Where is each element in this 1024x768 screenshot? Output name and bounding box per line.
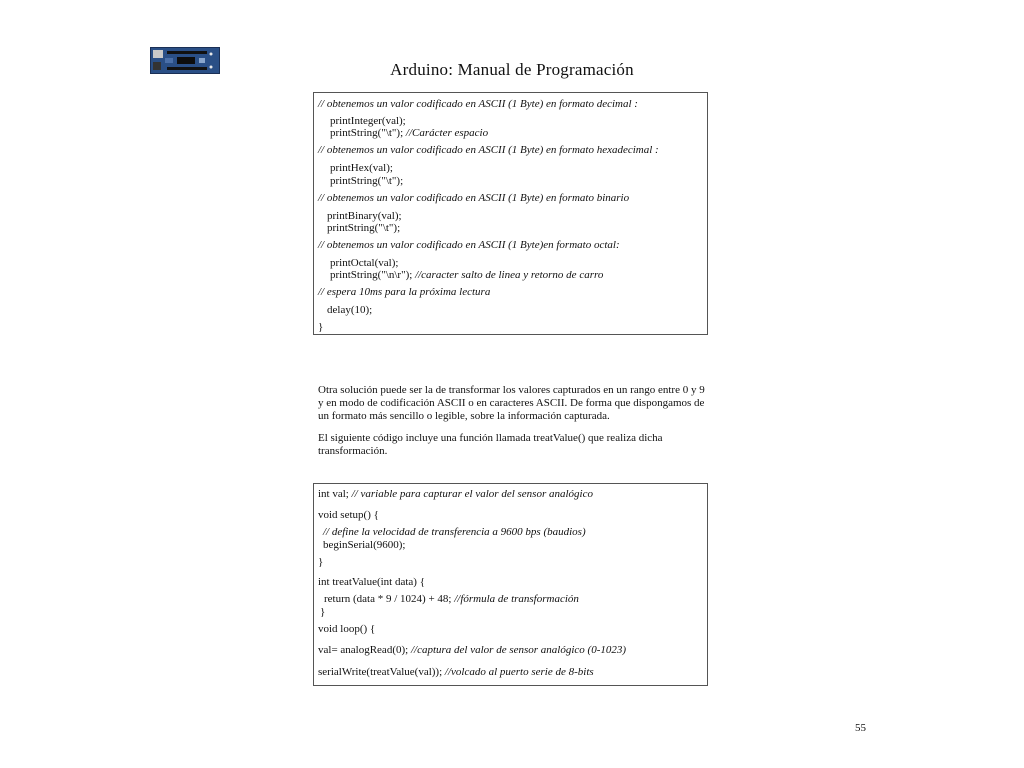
code-line: beginSerial(9600);	[323, 539, 406, 551]
code-text: serialWrite(treatValue(val));	[318, 666, 445, 678]
code-text: printString("\t");	[330, 127, 406, 139]
code-comment: // obtenemos un valor codificado en ASCII (1 Byte) en formato binario	[318, 192, 630, 204]
code-line	[318, 488, 593, 501]
code-line	[324, 593, 579, 606]
code-comment: // define la velocidad de transferencia a 9600 bps (baudios)	[323, 526, 586, 538]
code-comment: //caracter salto de linea y retorno de carro	[415, 269, 604, 281]
page-title: Arduino: Manual de Programación	[390, 60, 634, 79]
code-comment: // variable para capturar el valor del sensor analógico	[351, 488, 593, 500]
code-line	[318, 666, 594, 679]
code-line	[330, 269, 603, 282]
code-comment: //volcado al puerto serie de 8-bits	[444, 666, 594, 678]
code-line: int treatValue(int data) {	[318, 576, 425, 588]
code-line: delay(10);	[327, 304, 373, 316]
code-comment: // obtenemos un valor codificado en ASCII (1 Byte) en formato hexadecimal :	[318, 144, 659, 156]
body-paragraph: Otra solución puede ser la de transformar los valores capturados en un rango entre 0 y 9 y en modo de codificación ASCII o en caracteres ASCII. De forma que dispongamos de un formato más sencillo o legible, sobre la información capturada.	[318, 384, 705, 422]
code-line: printOctal(val);	[330, 257, 399, 269]
code-comment: // obtenemos un valor codificado en ASCII (1 Byte) en formato decimal :	[318, 98, 638, 110]
code-line: }	[318, 556, 324, 568]
code-line: printString("\t");	[330, 175, 404, 187]
code-text: printString("\n\r");	[330, 269, 416, 281]
code-comment: //fórmula de transformación	[454, 593, 579, 605]
page-number: 55	[855, 722, 866, 734]
code-text: int val;	[318, 488, 352, 500]
code-line: printString("\t");	[327, 222, 401, 234]
code-line: void setup() {	[318, 509, 379, 521]
code-line: printHex(val);	[330, 162, 393, 174]
code-line	[318, 644, 626, 657]
code-line: printInteger(val);	[330, 115, 406, 127]
code-line: }	[318, 321, 324, 333]
code-line: printBinary(val);	[327, 210, 402, 222]
code-text: val= analogRead(0);	[318, 644, 411, 656]
body-paragraph: El siguiente código incluye una función llamada treatValue() que realiza dicha transformación.	[318, 432, 663, 457]
code-text: return (data * 9 / 1024) + 48;	[324, 593, 455, 605]
code-line: }	[320, 606, 326, 618]
code-line: void loop() {	[318, 623, 376, 635]
code-line	[330, 127, 488, 140]
code-comment: //captura del valor de sensor analógico (0-1023)	[410, 644, 627, 656]
code-comment: // espera 10ms para la próxima lectura	[318, 286, 491, 298]
code-comment: //Carácter espacio	[405, 127, 489, 139]
code-comment: // obtenemos un valor codificado en ASCII (1 Byte)en formato octal:	[318, 239, 620, 251]
